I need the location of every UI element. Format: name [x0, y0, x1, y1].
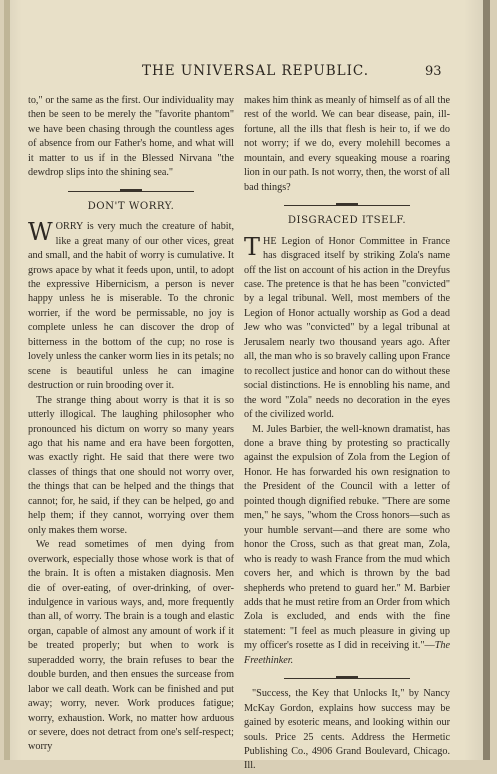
drop-cap: T [244, 232, 261, 261]
paragraph-text: M. Jules Barbier, the well-known dramatist, has done a brave thing by protesting so practically against the expulsion of Zola from the Legion of Honor. He has forwarded his own resignation to the President of the Council with a letter of pointed though dignified rebuke. "There are some men," he says, "whom the Cross honors—such as your humble servant—and there are some who honor the Cross, such as that great man, Zola, who is ready to wash France from the mud which covers her, and which is thrown by the bad shepherds who pretend to guard her." M. Barbier adds that he must retire from an Order from which Zola is excluded, and ends with the fine statement: "I feel as much pleasure in giving up my officer's rosette as I did in receiving it."— [244, 423, 450, 652]
running-title: THE UNIVERSAL REPUBLIC. [142, 63, 370, 79]
source-credit: The Freethinker. [244, 640, 450, 666]
section-divider [28, 187, 234, 196]
article-paragraph [244, 423, 450, 669]
paragraph-text: HE Legion of Honor Committee in France has disgraced itself by striking Zola's name off the list on account of his action in the Dreyfus case. The pretence is that he has been "convicted" by a legal tribunal. Well, most members of the Legion of Honor actually worship as God a dead Jew who was "convicted" by a legal tribunal at Jerusalem nearly two thousand years ago. After all, the man who is so bravely calling upon France to recollect justice and honor can do without these social distinctions. He is ennobling his name, and the word "Zola" needs no decoration in the eyes of the civilized world. [244, 235, 450, 421]
section-divider [244, 674, 450, 683]
article-paragraph [28, 220, 234, 393]
article-heading-dont-worry: DON'T WORRY. [87, 200, 175, 212]
advertisement-paragraph: "Success, the Key that Unlocks It," by Nancy McKay Gordon, explains how success may be gained by esoteric means, and looking within our souls. Price 25 cents. Address the Hermetic Publishing Co., 4906 Grand Boulevard, Chicago. Ill. [244, 688, 450, 772]
continued-paragraph: to," or the same as the first. Our individuality may then be seen to be merely the "favorite phantom" we have been chasing through the countless ages of absence from our Father's home, and what will it matter to us if in the Blessed Nirvana "the dewdrop slips into the shining sea." [28, 95, 234, 179]
page-binding-shadow [4, 0, 10, 760]
page-number: 93 [425, 64, 442, 79]
article-paragraph: We read sometimes of men dying from overwork, especially those whose work is that of the brain. It is often a mistaken diagnosis. Men die of over-eating, of over-drinking, of over-indulgence in various ways, and, more frequently than all, of worry. The brain is a tough and elastic organ, capable of almost any amount of work if it be treated properly; but when to work is superadded worry, the brain refuses to bear the double burden, and then ensues the surcease from labor we call death. Work can be finished and put away; worry, never. Work produces fatigue; worry, exhaustion. Work, no matter how arduous or severe, does not detract from one's self-respect; worry [28, 539, 234, 753]
paragraph-text: ORRY is very much the creature of habit, like a great many of our other vices, great and small, and the habit of worry is cumulative. It grows apace by what it feeds upon, until, to adopt the expressive Hibernicism, a person is never happy unless he is miserable. To the chronic worrier, if the word be permissable, no joy is complete unless he can discover the drop of bitterness in the bottom of the cup; no rose is lovely unless the canker worm lies in its petals; no scene is beautiful unless he can imagine destruction or ruin brooding over it. [28, 221, 234, 392]
drop-cap: W [28, 218, 53, 247]
article-paragraph [244, 232, 450, 423]
page-header [0, 60, 497, 84]
section-divider [244, 201, 450, 210]
page-edge [483, 0, 490, 760]
right-column [244, 94, 450, 774]
article-heading-disgraced-itself: DISGRACED ITSELF. [287, 215, 407, 227]
article-paragraph: The strange thing about worry is that it is so utterly illogical. The laughing philosopher who pronounced his dictum on worry so many years ago that his name and era have been forgotten, was exactly right. He said that there were two classes of things that one should not worry over, the things that can be helped and the things that cannot; for, he said, if they can be helped, go and help them; if they cannot, worrying over them only makes them worse. [28, 394, 234, 536]
continued-paragraph: makes him think as meanly of himself as of all the rest of the world. We can bear disease, pain, ill-fortune, all the ills that flesh is heir to, if we do not worry; if we do, every molehill becomes a mountain, and every squeaking mouse a roaring lion in our path. Is not worry, then, the worst of all bad things? [244, 95, 450, 193]
left-column [28, 94, 234, 755]
